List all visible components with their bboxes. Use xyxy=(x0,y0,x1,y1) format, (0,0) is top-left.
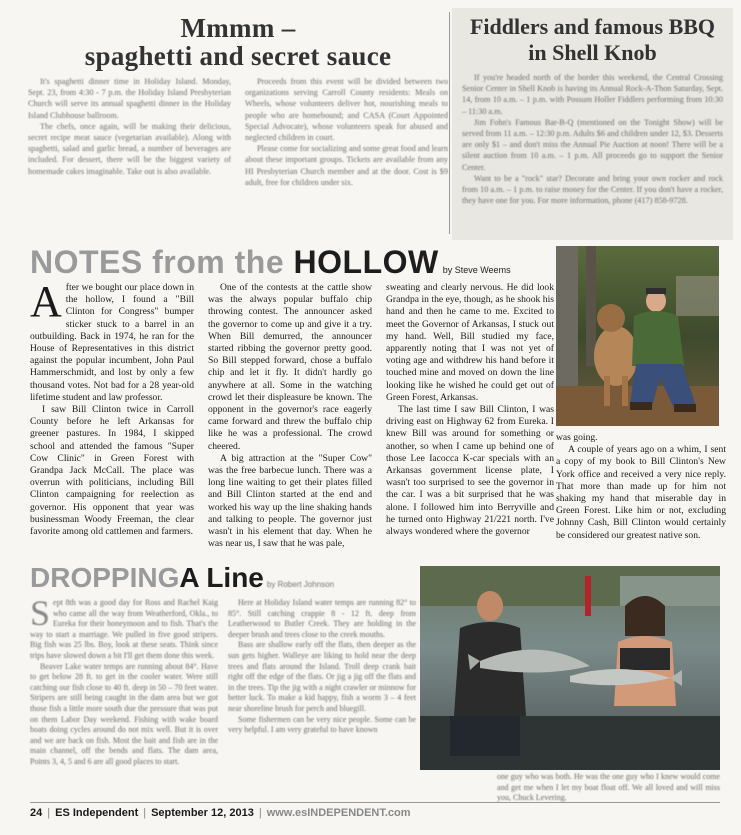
dropping-continuation: one guy who was both. He was the one guy who I knew would come and get me when I let my boat float off. We all loved and will miss you, Chuck Levering. xyxy=(497,772,720,803)
bbq-paragraph: Jim Fohn's Famous Bar-B-Q (mentioned on the Tonight Show) will be served from 11 a.m. – 12:30 p.m. Adults $6 and children under 12, $3. Desserts are only $1 – and don't miss the Annual Pie Auction at noon! There will be a silent auction from 10 a.m. – 1 p.m. All proceeds go to support the Senior Center. xyxy=(462,117,723,172)
notes-title-part1: NOTES from the xyxy=(30,244,294,280)
notes-paragraph: The last time I saw Bill Clinton, I was driving east on Highway 62 from Eureka. I knew Bill was around for something or another, so when I came up behind one of those Lee Iacocca K-car specials with an Arkansas government license plate, I wasn't too surprised to see the governor in the car. I was a bit surprised that he was alone. I followed him into Berryville and he turned onto Highway 21/221 north. I've always wondered where the governor xyxy=(386,404,554,538)
dropping-title-part1: DROPPING xyxy=(30,562,180,593)
bbq-article xyxy=(452,8,733,240)
notes-paragraph: A couple of years ago on a whim, I sent a copy of my book to Bill Clinton's New York office and received a very nice reply. That more than made up for him not shaking my hand that miserable day in Green Forest. Like him or not, excluding Johnny Cash, Bill Clinton would certainly be considered our greatest native son. xyxy=(556,444,726,541)
fishing-couple-photo xyxy=(420,566,720,770)
bbq-headline-line1: Fiddlers and famous BBQ xyxy=(469,14,716,39)
notes-column-2 xyxy=(208,282,372,550)
spaghetti-paragraph: The chefs, once again, will be making their delicious, secret recipe meat sauce (vegetarian available). Along with spaghetti, salad and garlic bread, a number of beverages are included. For dessert, there will be the biggest variety of homemade cakes imaginable. Take out is also available. xyxy=(28,121,231,176)
notes-paragraph: sweating and clearly nervous. He did look Grandpa in the eye, though, as he shook his hand and then he came to me. Excited to meet the Governor of Arkansas, I stuck out my hand. Well, Bill studied my face, apparently noting that I was not yet of voting age and withdrew his hand before it touched mine and moved on down the line looking like he wished he could get out of Green Forest, Arkansas. xyxy=(386,282,554,403)
dropping-title-part2: A Line xyxy=(179,562,264,593)
footer-separator: | xyxy=(143,807,147,819)
bbq-paragraph: If you're headed north of the border this weekend, the Central Crossing Senior Center in Shell Knob is having its Annual Rock-A-Thon Saturday, Sept. 14, from 10 a.m. – 1 p.m. with Possum Holler Fiddlers performing from 10:30 – 11:30 a.m. xyxy=(462,73,723,116)
notes-column-3 xyxy=(386,282,554,542)
bbq-body xyxy=(452,72,733,206)
dropping-byline: by Robert Johnson xyxy=(266,580,335,589)
dropping-paragraph: Here at Holiday Island water temps are running 82° to 85°. Still catching crappie 8 - 12 ft. deep from Leatherwood to Butler Creek. They are holding in the deeper brush and trees close to the creek mouths. xyxy=(228,598,416,639)
page-footer xyxy=(30,802,720,822)
notes-column-1 xyxy=(30,277,194,542)
dropping-column-2 xyxy=(228,598,416,798)
website-url: www.esINDEPENDENT.com xyxy=(266,807,411,819)
notes-paragraph: A big attraction at the "Super Cow" was the free barbecue lunch. There was a long line waiting to get their plates filled and Bill Clinton started at the end and worked his way up the line shaking hands and talking to people. The governor just wasn't in his element that day. When he was near us, I saw that he was pale, xyxy=(208,452,372,550)
notes-paragraph: was going. xyxy=(556,432,598,443)
spaghetti-body xyxy=(28,76,448,226)
dropping-paragraph: ept 8th was a good day for Ross and Rachel Kaig who came all the way from Weatherford, Okla., to Eureka for their honeymoon and to fish. That's the way to start a marriage. We pulled in five good stripers. Big fish was 25 lbs. Boy, look at these seats. Think since trips have slowed down a bit I'll get them done this week. xyxy=(30,598,218,660)
dropping-dropcap: S xyxy=(30,593,51,633)
top-articles xyxy=(28,8,733,240)
bbq-paragraph: Want to be a "rock" star? Decorate and bring your own rocker and rock from 10 a.m. – 1 p.m. to raise money for the Center. If you don't have a rocker, they have one for you. For more information, phone (417) 858-9728. xyxy=(462,173,723,206)
man-with-dog-photo xyxy=(556,246,719,426)
man-with-dog-image xyxy=(556,246,719,426)
spaghetti-paragraph: Please come for socializing and some great food and learn about these important groups. Tickets are available from any HI Presbyterian Church member and at the door. Cost is $9 adult, free for children under six. xyxy=(245,144,448,187)
notes-title-part2: HOLLOW xyxy=(293,244,439,280)
notes-from-the-hollow-header xyxy=(30,244,511,280)
spaghetti-headline-line1: Mmmm – xyxy=(180,13,296,43)
notes-dropcap: A xyxy=(30,277,62,326)
spaghetti-headline-line2: spaghetti and secret sauce xyxy=(84,41,392,71)
notes-paragraph: One of the contests at the cattle show was the always popular buffalo chip throwing contest. The announcer asked the governor to come up and give it a try. When Bill demurred, the announcer started ribbing the governor pretty good. So Bill stepped forward, chose a buffalo chip and let it fly. It didn't hardly go anywhere at all. Some in the watching crowd let their displeasure be known. The opponent in the governor's race eagerly came forward and threw the buffalo chip like he was a professional. The crowd cheered. xyxy=(208,282,372,452)
dropping-paragraph: Bass are shallow early off the flats, then deeper as the sun gets higher. Walleye are liking to hold near the deep trees and flats around the Island. Troll deep crank bait right off the edge of the flats. Or jig a jig off the flats and in the trees. Tip the jig with a night crawler or minnow for better luck. To make a kid happy, fish a worm 3 – 4 feet near shoreline brush for perch and bluegill. xyxy=(228,640,416,713)
dropping-a-line-header xyxy=(30,562,334,594)
spaghetti-paragraph: It's spaghetti dinner time in Holiday Island. Monday, Sept. 23, from 4:30 - 7 p.m. the Holiday Island Presbyterian Church will serve its annual spaghetti dinner in the Holiday Island Clubhouse ballroom. xyxy=(28,77,231,120)
page-number: 24 xyxy=(30,807,43,819)
spaghetti-paragraph: Proceeds from this event will be divided between two organizations serving Carroll County residents: Meals on Wheels, whose volunteers deliver hot, nourishing meals to people who are homebound; and CASA (Court Appointed Special Advocate), whose volunteers speak for abused and neglected children in court. xyxy=(245,77,448,143)
fishing-couple-image xyxy=(420,566,720,770)
spaghetti-article xyxy=(28,8,448,240)
notes-column-4 xyxy=(556,432,726,542)
bbq-headline-line2: in Shell Knob xyxy=(528,40,657,65)
dropping-column-1 xyxy=(30,593,218,798)
footer-separator: | xyxy=(47,807,51,819)
notes-paragraph: fter we bought our place down in the hollow, I found a "Bill Clinton for Congress" bumper sticker stuck to a barrel in an outbuilding. Back in 1974, he ran for the House of Representatives in this district against the popular incumbent, John Paul Hammerschmidt, and lost by only a few thousand votes. Not bad for a 28 year-old lifetime student and law professor. xyxy=(30,282,194,403)
dropping-paragraph: Beaver Lake water temps are running about 84°. Have to get below 28 ft. to get in the cooler water. Were still catching our fish close to 40 ft. deep in 50 – 70 feet water. Stripers are still being caught in the dam area but we got those fish a little more south due the pressure that was put on them Labor Day weekend. Fishing with wake board boats doing cycles around do not mix well. But it is over and we are back on fish. Most the bait and fish are in the main channel, off the bends and flats. The dam area, Points 3, 4, 5 and 6 are all good places to start. xyxy=(30,661,218,766)
column-divider xyxy=(449,12,450,234)
dropping-paragraph: Some fishermen can be very nice people. Some can be very helpful. I am very grateful to have known xyxy=(228,714,416,735)
dropping-body xyxy=(30,593,416,798)
newspaper-name: ES Independent xyxy=(55,807,139,819)
notes-byline: by Steve Weems xyxy=(442,265,511,275)
notes-body xyxy=(30,277,556,550)
footer-separator: | xyxy=(258,807,262,819)
notes-paragraph: I saw Bill Clinton twice in Carroll County before he left Arkansas for greener pastures. In 1984, I skipped school and attended the famous "Super Cow Clinic" in Green Forest with Grandpa Jack McCall. The place was overrun with politicians, including Bill Clinton campaigning for reelection as governor. His opponent that year was businessman Woody Freeman, the clear favorite among old cattlemen and farmers. xyxy=(30,404,194,538)
issue-date: September 12, 2013 xyxy=(151,807,254,819)
